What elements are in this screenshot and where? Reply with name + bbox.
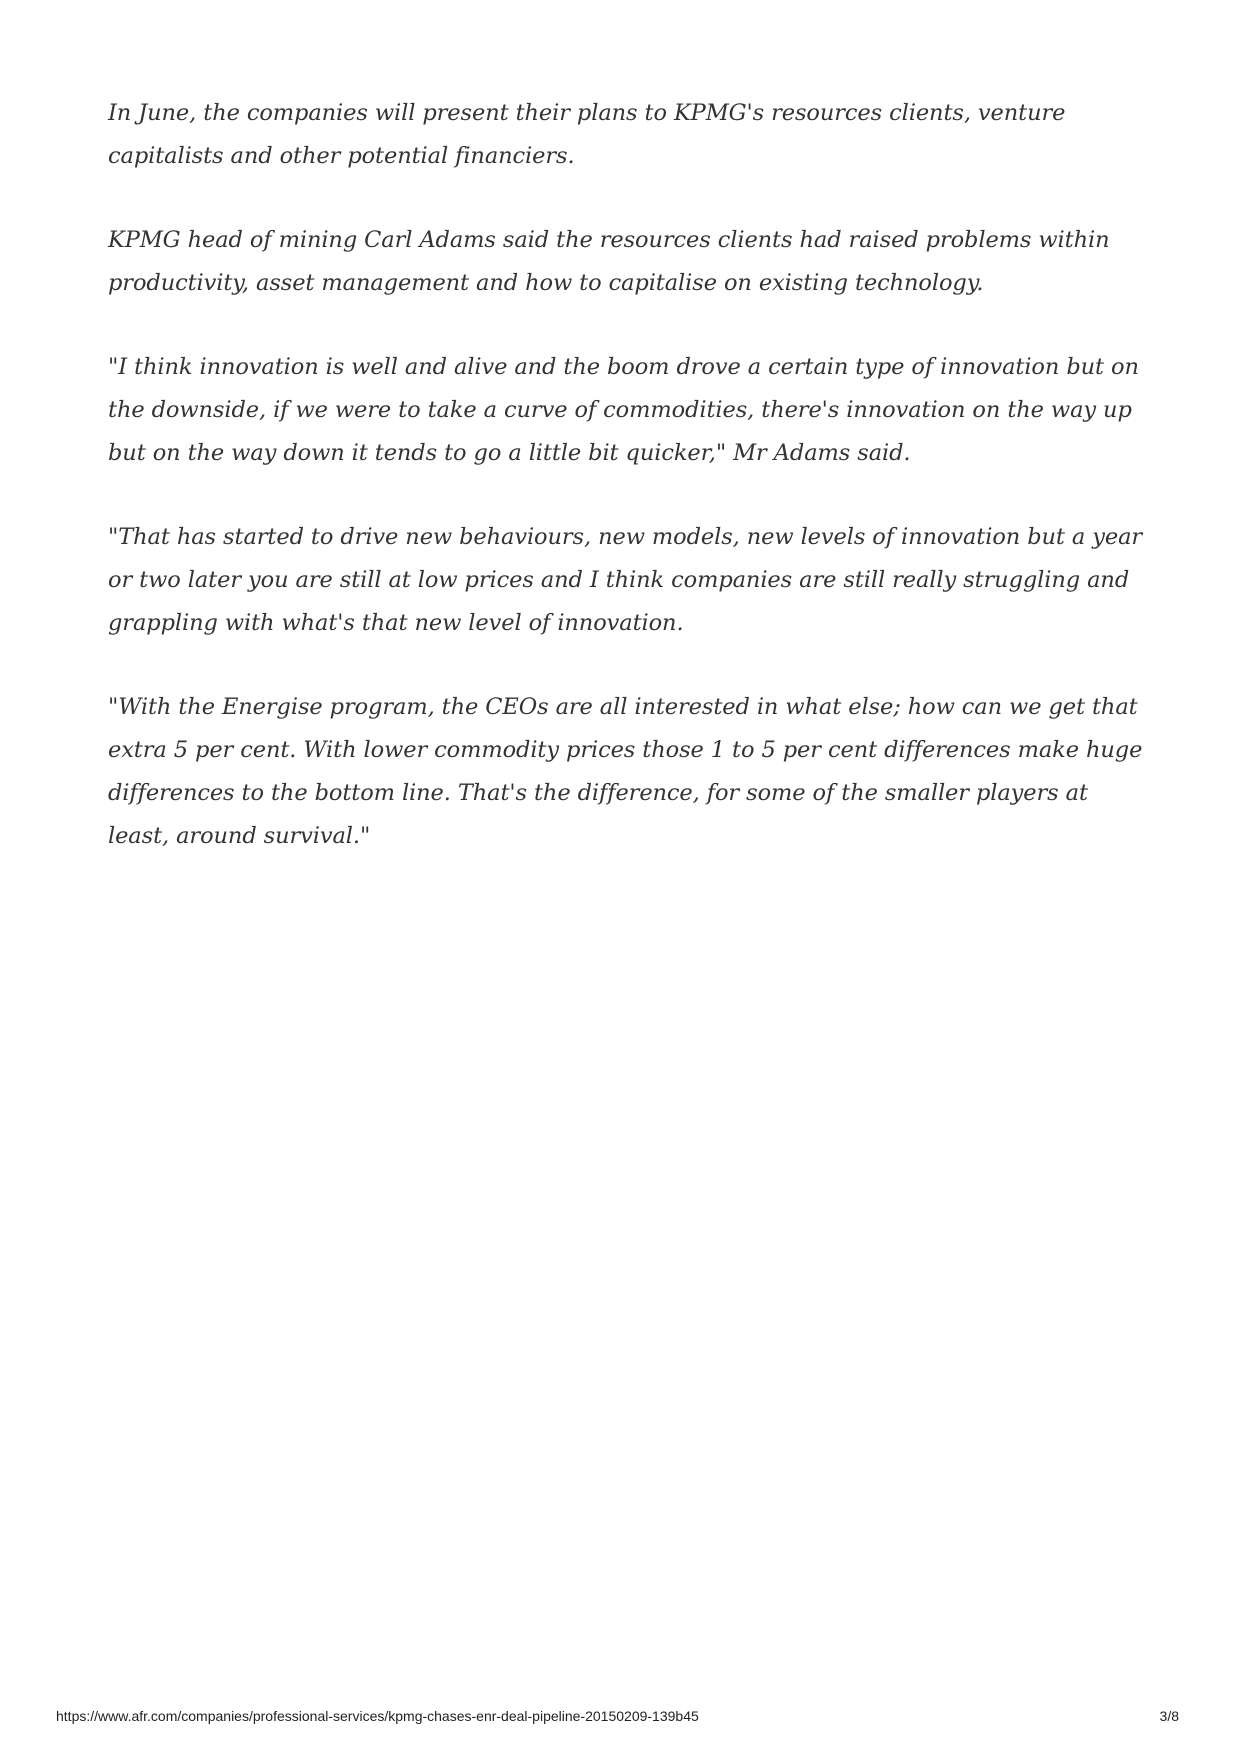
article-body — [108, 92, 1148, 899]
paragraph-june-plans: In June, the companies will present their plans to KPMG's resources clients, venture capitalists and other potential financiers. — [108, 100, 1066, 169]
page-number: 3/8 — [1159, 1708, 1179, 1724]
paragraph-carl-adams: KPMG head of mining Carl Adams said the resources clients had raised problems within productivity, asset management and how to capitalise on existing technology. — [108, 227, 1110, 296]
paragraph-energise-quote: "With the Energise program, the CEOs are all interested in what else; how can we get that extra 5 per cent. With lower commodity prices those 1 to 5 per cent differences make huge differences to the bottom line. That's the difference, for some of the smaller players at least, around survival." — [108, 694, 1143, 849]
paragraph-innovation-quote: "I think innovation is well and alive and the boom drove a certain type of innovation but on the downside, if we were to take a curve of commodities, there's innovation on the way up but on the way down it tends to go a little bit quicker," Mr Adams said. — [108, 354, 1139, 466]
paragraph-behaviours-quote: "That has started to drive new behaviours, new models, new levels of innovation but a year or two later you are still at low prices and I think companies are still really struggling and grappling with what's that new level of innovation. — [108, 524, 1143, 636]
footer-url: https://www.afr.com/companies/professional-services/kpmg-chases-enr-deal-pipeline-20150209-139b45 — [56, 1708, 699, 1724]
